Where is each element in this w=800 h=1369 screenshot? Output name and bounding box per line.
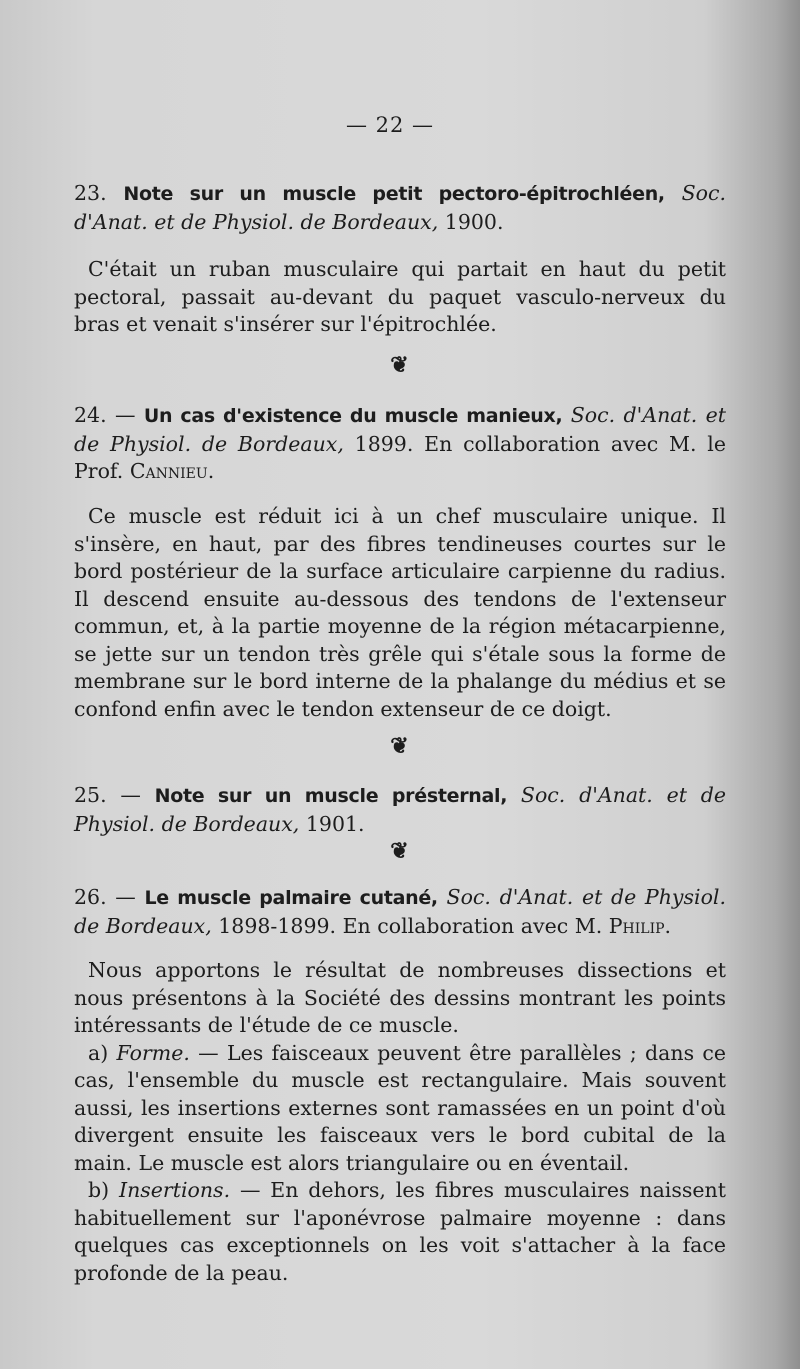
- entry-title: Note sur un muscle présternal,: [154, 785, 508, 807]
- entry-23-body: [74, 256, 726, 339]
- paragraph: C'était un ruban musculaire qui partait en haut du petit pectoral, passait au-devant du paquet vasculo-nerveux du bras et venait s'insérer sur l'épitrochlée.: [74, 257, 726, 336]
- entry-26-heading: [74, 884, 726, 940]
- entry-24-heading: [74, 402, 726, 486]
- entry-number: 24. —: [74, 403, 136, 427]
- entry-journal: Soc. d'Anat. et de Physiol. de Bordeaux,: [74, 783, 726, 836]
- entry-25-heading: [74, 782, 726, 838]
- list-item: [74, 1177, 726, 1287]
- ornament-icon: ❦: [390, 733, 410, 759]
- entry-year: 1900.: [444, 209, 504, 234]
- item-label: b): [88, 1178, 110, 1202]
- entry-number: 25. —: [74, 783, 141, 807]
- item-heading: Insertions.: [118, 1178, 231, 1202]
- entry-year: 1898-1899.: [218, 913, 337, 938]
- page-number: — 22 —: [345, 113, 435, 137]
- entry-year: 1901.: [305, 811, 365, 836]
- entry-collaboration: En collaboration avec M. le Prof.: [74, 431, 726, 483]
- item-label: a): [88, 1040, 109, 1065]
- entry-journal: Soc. d'Anat. et de Physiol. de Bordeaux,: [74, 181, 726, 234]
- entry-23-heading: [74, 180, 726, 236]
- entry-number: 23.: [74, 181, 107, 205]
- entry-collaboration: En collaboration avec M.: [342, 913, 603, 938]
- entry-journal: Soc. d'Anat. et de Physiol. de Bordeaux,: [74, 403, 726, 456]
- list-item: [74, 1040, 726, 1178]
- ornament-divider: [0, 838, 800, 864]
- item-text: — En dehors, les fibres musculaires naissent habituellement sur l'aponévrose palmaire moyenne : dans quelques cas exceptionnels on les voit s'attacher à la face profonde de la peau.: [74, 1178, 726, 1285]
- ornament-icon: ❦: [390, 352, 410, 378]
- ornament-divider: [0, 352, 800, 378]
- ornament-icon: ❦: [390, 838, 410, 864]
- entry-journal: Soc. d'Anat. et de Physiol. de Bordeaux,: [74, 885, 726, 938]
- paragraph: Nous apportons le résultat de nombreuses dissections et nous présentons à la Société des dessins montrant les points intéressants de l'étude de ce muscle.: [74, 958, 726, 1037]
- entry-number: 26. —: [74, 885, 136, 909]
- entry-24-body: [74, 503, 726, 723]
- item-text: — Les faisceaux peuvent être parallèles ; dans ce cas, l'ensemble du muscle est rectangulaire. Mais souvent aussi, les insertions externes sont ramassées en un point d'où divergent ensuite les faisceaux vers le bord cubital de la main. Le muscle est alors triangulaire ou en éventail.: [74, 1040, 726, 1175]
- paragraph: Ce muscle est réduit ici à un chef musculaire unique. Il s'insère, en haut, par des fibres tendineuses courtes sur le bord postérieur de la surface articulaire carpienne du radius. Il descend ensuite au-dessous des tendons de l'extenseur commun, et, à la partie moyenne de la région métacarpienne, se jette sur un tendon très grêle qui s'étale sous la forme de membrane sur le bord interne de la phalange du médius et se confond enfin avec le tendon extenseur de ce doigt.: [74, 504, 726, 721]
- entry-year: 1899.: [354, 431, 414, 456]
- entry-26-body: [74, 957, 726, 1287]
- item-heading: Forme.: [116, 1040, 190, 1065]
- ornament-divider: [0, 733, 800, 759]
- entry-collaborator: Cannieu.: [129, 459, 215, 483]
- entry-title: Note sur un muscle petit pectoro-épitrochléen,: [123, 183, 665, 205]
- entry-title: Un cas d'existence du muscle manieux,: [143, 405, 563, 427]
- entry-collaborator: Philip.: [608, 913, 672, 938]
- entry-title: Le muscle palmaire cutané,: [144, 887, 438, 909]
